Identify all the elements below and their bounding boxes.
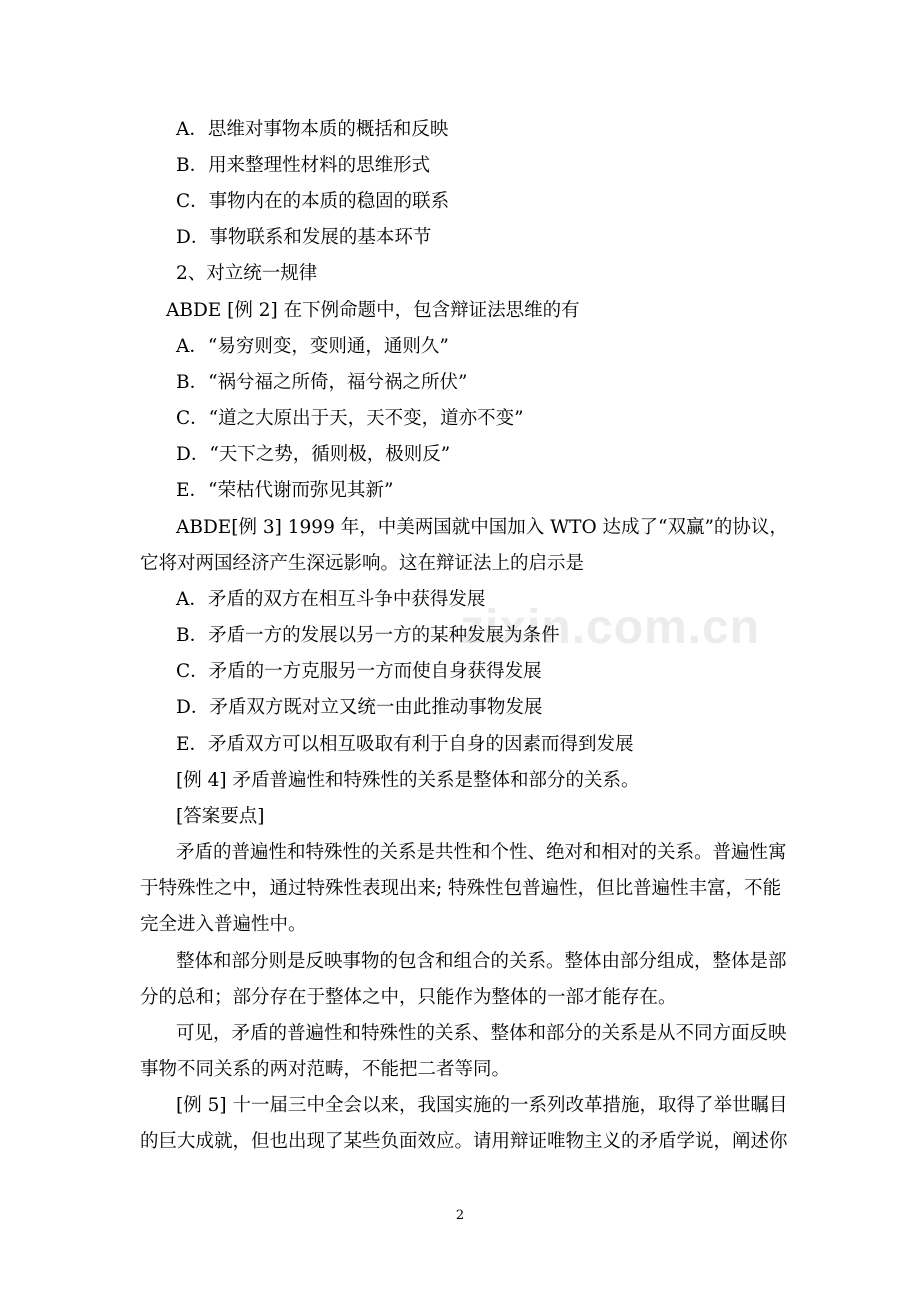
option-d-1: D．事物联系和发展的基本环节 [176,227,432,248]
example-5-line-1: [例 5] 十一届三中全会以来，我国实施的一系列改革措施，取得了举世瞩目 [176,1095,788,1116]
watermark: zixin.com.cn [460,601,761,654]
option-b-1: B．用来整理性材料的思维形式 [176,155,431,176]
answer-para-1-line-2: 于特殊性之中，通过特殊性表现出来; 特殊性包普遍性，但比普遍性丰富，不能 [140,878,782,899]
example-2-option-c: C．“道之大原出于天，天不变，道亦不变” [176,408,524,429]
example-2-option-d: D．“天下之势，循则极，极则反” [176,444,451,465]
example-3-question-line-1: ABDE[例 3] 1999 年，中美两国就中国加入 WTO 达成了“双赢”的协议， [176,517,788,538]
option-a-1: A．思维对事物本质的概括和反映 [176,119,449,140]
answer-para-1-line-3: 完全进入普遍性中。 [140,914,307,935]
section-heading: 2、对立统一规律 [176,263,318,284]
answer-para-2-line-1: 整体和部分则是反映事物的包含和组合的关系。整体由部分组成，整体是部 [176,951,787,972]
page-number: 2 [455,1208,465,1223]
example-2-option-b: B．“祸兮福之所倚，福兮祸之所伏” [176,372,468,393]
example-3-option-b: B．矛盾一方的发展以另一方的某种发展为条件 [176,625,560,646]
example-3-option-a: A．矛盾的双方在相互斗争中获得发展 [176,589,486,610]
example-2-option-a: A．“易穷则变，变则通，通则久” [176,336,449,357]
answer-para-1-line-1: 矛盾的普遍性和特殊性的关系是共性和个性、绝对和相对的关系。普遍性寓 [176,842,787,863]
example-4-statement: [例 4] 矛盾普遍性和特殊性的关系是整体和部分的关系。 [176,770,640,791]
answer-para-3-line-2: 事物不同关系的两对范畴，不能把二者等同。 [140,1059,511,1080]
example-3-question-line-2: 它将对两国经济产生深远影响。这在辩证法上的启示是 [140,553,585,574]
option-c-1: C．事物内在的本质的稳固的联系 [176,191,450,212]
answer-heading: [答案要点] [176,806,265,827]
example-3-option-e: E．矛盾双方可以相互吸取有利于自身的因素而得到发展 [176,734,634,755]
example-2-question: ABDE [例 2] 在下例命题中，包含辩证法思维的有 [166,300,580,321]
example-3-option-d: D．矛盾双方既对立又统一由此推动事物发展 [176,697,543,718]
answer-para-2-line-2: 分的总和；部分存在于整体之中，只能作为整体的一部才能存在。 [140,987,677,1008]
answer-para-3-line-1: 可见，矛盾的普遍性和特殊性的关系、整体和部分的关系是从不同方面反映 [176,1023,787,1044]
example-5-line-2: 的巨大成就，但也出现了某些负面效应。请用辩证唯物主义的矛盾学说，阐述你 [140,1131,788,1152]
example-3-option-c: C．矛盾的一方克服另一方而使自身获得发展 [176,661,542,682]
example-2-option-e: E．“荣枯代谢而弥见其新” [176,480,394,501]
